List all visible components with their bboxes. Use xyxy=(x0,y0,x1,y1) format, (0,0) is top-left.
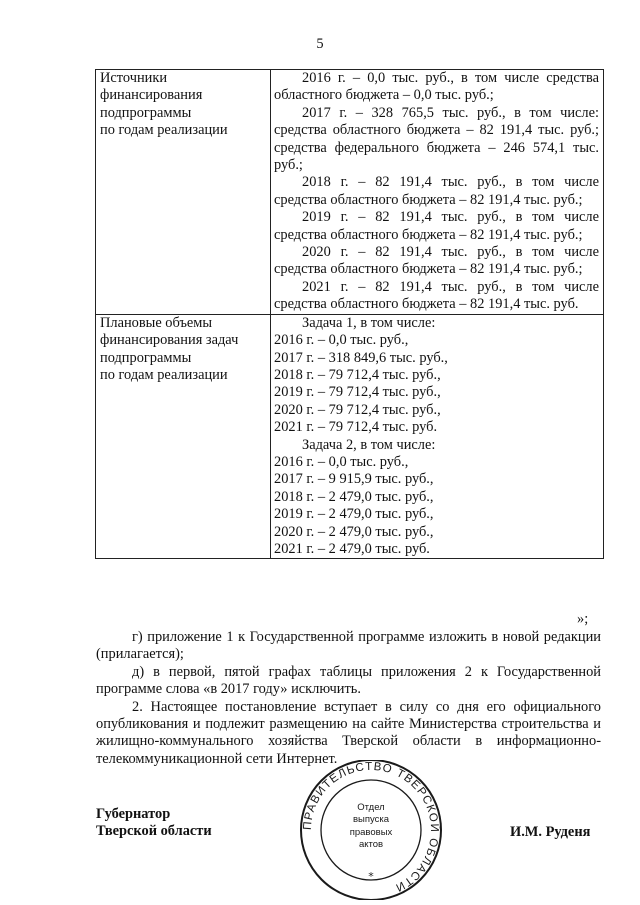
task-2-heading: Задача 2, в том числе: xyxy=(302,436,436,453)
amendment-paragraph-g: г) приложение 1 к Государственной программе изложить в новой редакции (прилагается); xyxy=(96,629,601,663)
task-1-year-2016: 2016 г. – 0,0 тыс. руб., xyxy=(274,332,409,349)
funding-year-2021: 2021 г. – 82 191,4 тыс. руб., в том числе средства областного бюджета – 82 191,4 тыс. руб. xyxy=(274,278,599,313)
task-1-year-2020: 2020 г. – 79 712,4 тыс. руб., xyxy=(274,401,441,418)
seal-ring-text: ПРАВИТЕЛЬСТВО ТВЕРСКОЙ ОБЛАСТИ xyxy=(301,760,441,894)
effective-date-paragraph: 2. Настоящее постановление вступает в силу со дня его официального опубликования и подлежит размещению на сайте Министерства строительства и жилищно-коммунального хозяйства Тверской области в информационно-телекоммуникационной сети Интернет. xyxy=(96,698,601,767)
task-1-year-2019: 2019 г. – 79 712,4 тыс. руб., xyxy=(274,384,441,401)
seal-star: * xyxy=(368,870,374,883)
label-line: по годам реализации xyxy=(100,366,228,383)
task-2-year-2018: 2018 г. – 2 479,0 тыс. руб., xyxy=(274,488,434,505)
label-line: подпрограммы xyxy=(100,349,192,366)
task-funding-by-year xyxy=(271,314,604,559)
signatory-title xyxy=(96,806,212,841)
row-label-funding-sources xyxy=(96,70,271,315)
seal-center-line: актов xyxy=(358,839,384,850)
label-line: Плановые объемы xyxy=(100,314,213,331)
row-label-task-funding xyxy=(96,314,271,559)
seal-center-line: выпуска xyxy=(352,814,390,825)
task-2-year-2020: 2020 г. – 2 479,0 тыс. руб., xyxy=(274,523,434,540)
task-1-year-2021: 2021 г. – 79 712,4 тыс. руб. xyxy=(274,419,438,436)
funding-year-2017: 2017 г. – 328 765,5 тыс. руб., в том числе: средства областного бюджета – 82 191,4 тыс. руб.; средства федерального бюджета – 246 574,1 тыс. руб.; xyxy=(274,104,599,174)
label-line: финансирования xyxy=(100,87,203,104)
funding-year-2020: 2020 г. – 82 191,4 тыс. руб., в том числе средства областного бюджета – 82 191,4 тыс. руб.; xyxy=(274,244,599,278)
funding-by-year xyxy=(271,70,604,315)
signatory-title-line: Губернатор xyxy=(96,806,171,822)
official-seal-stamp xyxy=(296,760,446,900)
funding-year-2016: 2016 г. – 0,0 тыс. руб., в том числе средства областного бюджета – 0,0 тыс. руб.; xyxy=(274,70,599,104)
label-line: Источники xyxy=(100,70,168,86)
task-2-year-2019: 2019 г. – 2 479,0 тыс. руб., xyxy=(274,506,434,523)
task-2-year-2021: 2021 г. – 2 479,0 тыс. руб. xyxy=(274,540,430,557)
amendment-paragraph-d: д) в первой, пятой графах таблицы приложения 2 к Государственной программе слова «в 2017 году» исключить. xyxy=(96,663,601,698)
task-2-year-2016: 2016 г. – 0,0 тыс. руб., xyxy=(274,453,409,470)
table-row-task-funding xyxy=(96,314,604,559)
subprogram-passport-table xyxy=(95,69,604,559)
label-line: подпрограммы xyxy=(100,104,192,121)
label-line: финансирования задач xyxy=(100,332,239,349)
label-line: по годам реализации xyxy=(100,122,228,139)
seal-center-line: Отдел xyxy=(357,802,385,813)
signatory-name: И.М. Руденя xyxy=(510,824,591,840)
funding-year-2019: 2019 г. – 82 191,4 тыс. руб., в том числе средства областного бюджета – 82 191,4 тыс. руб.; xyxy=(274,209,599,243)
seal-center-line: правовых xyxy=(349,827,393,838)
closing-quote-mark: »; xyxy=(577,611,589,627)
table-row-funding-sources xyxy=(96,70,604,315)
funding-year-2018: 2018 г. – 82 191,4 тыс. руб., в том числе средства областного бюджета – 82 191,4 тыс. руб.; xyxy=(274,174,599,208)
page-number: 5 xyxy=(316,36,324,52)
task-1-year-2017: 2017 г. – 318 849,6 тыс. руб., xyxy=(274,349,448,366)
task-2-year-2017: 2017 г. – 9 915,9 тыс. руб., xyxy=(274,471,434,488)
signatory-title-line: Тверской области xyxy=(96,823,212,840)
amendments-text xyxy=(96,629,601,768)
task-1-year-2018: 2018 г. – 79 712,4 тыс. руб., xyxy=(274,366,441,383)
task-1-heading: Задача 1, в том числе: xyxy=(302,314,436,331)
